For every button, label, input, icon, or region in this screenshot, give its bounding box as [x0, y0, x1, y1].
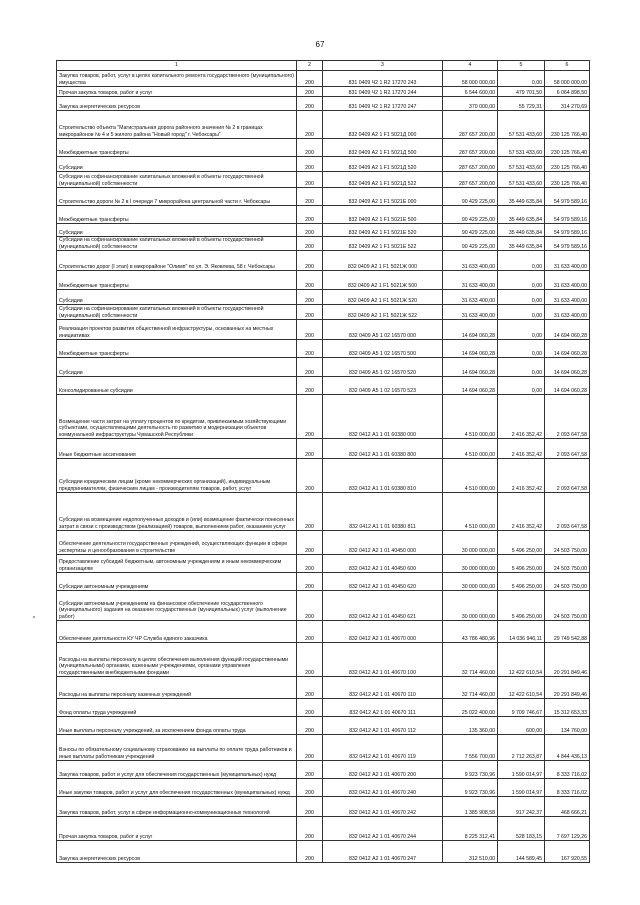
- row-remaining-amount: 54 979 589,16: [545, 188, 590, 206]
- row-approved-amount: 4 510 000,00: [443, 395, 498, 439]
- row-admin-code: 200: [297, 71, 323, 87]
- row-budget-code: 832 0409 А2 1 F1 5021Ж 522: [323, 305, 443, 320]
- row-name: Прочая закупка товаров, работ и услуг: [57, 87, 297, 97]
- row-name: Закупка товаров, работ, услуг в сфере информационно-коммуникационных технологий: [57, 797, 297, 817]
- column-header: 6: [545, 61, 590, 71]
- row-budget-code: 832 0409 А2 1 F1 5021Ж 500: [323, 271, 443, 290]
- column-header: 5: [498, 61, 545, 71]
- row-remaining-amount: 230 125 766,40: [545, 111, 590, 139]
- row-admin-code: 200: [297, 677, 323, 699]
- row-admin-code: 200: [297, 290, 323, 305]
- row-budget-code: 832 0409 А2 1 F1 5021Ж 000: [323, 251, 443, 271]
- table-row: [57, 493, 590, 531]
- table-row: [57, 555, 590, 573]
- row-remaining-amount: 24 503 750,00: [545, 531, 590, 555]
- row-approved-amount: 9 923 730,96: [443, 761, 498, 779]
- row-executed-amount: 2 416 352,42: [498, 439, 545, 459]
- table-row: [57, 643, 590, 677]
- table-row: [57, 206, 590, 224]
- row-remaining-amount: 167 920,55: [545, 841, 590, 863]
- row-budget-code: 832 0409 А5 1 02 16570 520: [323, 358, 443, 377]
- row-name: Межбюджетные трансферты: [57, 340, 297, 358]
- row-budget-code: 832 0412 А2 1 01 40670 100: [323, 643, 443, 677]
- row-name: Иные закупки товаров, работ и услуг для обеспечения государственных (муниципальных) нужд: [57, 779, 297, 797]
- row-executed-amount: 0,00: [498, 71, 545, 87]
- row-approved-amount: 312 510,00: [443, 841, 498, 863]
- row-remaining-amount: 54 979 589,16: [545, 237, 590, 251]
- row-approved-amount: 287 657 200,00: [443, 172, 498, 188]
- table-row: [57, 459, 590, 493]
- row-admin-code: 200: [297, 358, 323, 377]
- row-approved-amount: 14 694 060,28: [443, 320, 498, 340]
- row-admin-code: 200: [297, 305, 323, 320]
- row-budget-code: 832 0412 А2 1 01 40670 247: [323, 841, 443, 863]
- row-approved-amount: 4 510 000,00: [443, 459, 498, 493]
- column-header: 1: [57, 61, 297, 71]
- row-executed-amount: 35 449 635,84: [498, 188, 545, 206]
- row-admin-code: 200: [297, 111, 323, 139]
- table-row: [57, 797, 590, 817]
- row-approved-amount: 32 714 460,00: [443, 643, 498, 677]
- row-admin-code: 200: [297, 555, 323, 573]
- row-remaining-amount: 230 125 766,40: [545, 172, 590, 188]
- row-executed-amount: 14 036 946,11: [498, 621, 545, 643]
- row-executed-amount: 0,00: [498, 340, 545, 358]
- row-budget-code: 832 0412 А2 1 01 40670 000: [323, 621, 443, 643]
- row-admin-code: 200: [297, 172, 323, 188]
- row-approved-amount: 4 510 000,00: [443, 493, 498, 531]
- row-budget-code: 831 0409 Ч2 1 R2 17270 243: [323, 71, 443, 87]
- row-budget-code: 832 0409 А2 1 F1 5021Е 520: [323, 224, 443, 237]
- table-row: [57, 779, 590, 797]
- row-budget-code: 832 0412 А1 1 01 60380 810: [323, 459, 443, 493]
- row-name: Субсидии на софинансирование капитальных вложений в объекты государственной (муниципальной) собственности: [57, 237, 297, 251]
- row-name: Субсидии автономным учреждениям: [57, 573, 297, 591]
- row-remaining-amount: 2 093 647,58: [545, 459, 590, 493]
- row-remaining-amount: 230 125 766,40: [545, 139, 590, 157]
- row-budget-code: 832 0409 А2 1 F1 5021Е 000: [323, 188, 443, 206]
- row-approved-amount: 31 633 400,00: [443, 290, 498, 305]
- row-executed-amount: 0,00: [498, 290, 545, 305]
- page-number: 67: [315, 40, 325, 49]
- row-executed-amount: 917 242,37: [498, 797, 545, 817]
- row-admin-code: 200: [297, 377, 323, 395]
- row-admin-code: 200: [297, 224, 323, 237]
- row-budget-code: 832 0412 А1 1 01 60380 800: [323, 439, 443, 459]
- row-name: Субсидии: [57, 290, 297, 305]
- row-remaining-amount: 31 633 400,00: [545, 271, 590, 290]
- row-remaining-amount: 58 000 000,00: [545, 71, 590, 87]
- table-row: [57, 573, 590, 591]
- row-admin-code: 200: [297, 439, 323, 459]
- row-remaining-amount: 134 760,00: [545, 717, 590, 735]
- row-name: Субсидии на возмещение недополученных доходов и (или) возмещение фактически понесенных затрат в связи с производством (реализацией) товаров, выполнением работ, оказанием услуг: [57, 493, 297, 531]
- row-admin-code: 200: [297, 761, 323, 779]
- row-approved-amount: 287 657 200,00: [443, 157, 498, 172]
- row-executed-amount: 0,00: [498, 358, 545, 377]
- table-row: [57, 377, 590, 395]
- row-executed-amount: 12 422 610,54: [498, 677, 545, 699]
- row-admin-code: 200: [297, 320, 323, 340]
- row-executed-amount: 0,00: [498, 251, 545, 271]
- row-name: Межбюджетные трансферты: [57, 206, 297, 224]
- row-executed-amount: 35 449 635,84: [498, 206, 545, 224]
- row-approved-amount: 90 429 225,00: [443, 237, 498, 251]
- row-approved-amount: 4 510 000,00: [443, 439, 498, 459]
- table-row: [57, 224, 590, 237]
- row-executed-amount: 2 416 352,42: [498, 395, 545, 439]
- row-executed-amount: 5 496 250,00: [498, 591, 545, 621]
- row-executed-amount: 57 531 433,60: [498, 111, 545, 139]
- row-executed-amount: 12 422 610,54: [498, 643, 545, 677]
- row-admin-code: 200: [297, 797, 323, 817]
- row-remaining-amount: 8 333 716,02: [545, 761, 590, 779]
- table-row: [57, 761, 590, 779]
- row-budget-code: 832 0412 А1 1 01 60380 000: [323, 395, 443, 439]
- row-admin-code: 200: [297, 459, 323, 493]
- row-budget-code: 832 0409 А2 1 F1 5021Е 500: [323, 206, 443, 224]
- table-row: [57, 251, 590, 271]
- row-approved-amount: 14 694 060,28: [443, 358, 498, 377]
- row-budget-code: 832 0412 А2 1 01 40450 000: [323, 531, 443, 555]
- scan-mark: [33, 616, 35, 618]
- row-executed-amount: 35 449 635,84: [498, 224, 545, 237]
- row-name: Расходы на выплаты персоналу в целях обеспечения выполнения функций государственными (муниципальными) органами, казенными учреждениями, органами управления государственными внебюджетными фондами: [57, 643, 297, 677]
- table-row: [57, 71, 590, 87]
- row-approved-amount: 58 000 000,00: [443, 71, 498, 87]
- row-admin-code: 200: [297, 206, 323, 224]
- table-row: [57, 717, 590, 735]
- table-row: [57, 97, 590, 111]
- row-admin-code: 200: [297, 157, 323, 172]
- row-budget-code: 831 0409 Ч2 1 R2 17270 244: [323, 87, 443, 97]
- row-admin-code: 200: [297, 340, 323, 358]
- table-header-row: [57, 61, 590, 71]
- row-approved-amount: 370 000,00: [443, 97, 498, 111]
- row-admin-code: 200: [297, 643, 323, 677]
- row-remaining-amount: 20 291 849,46: [545, 643, 590, 677]
- row-name: Субсидии на софинансирование капитальных вложений в объекты государственной (муниципальной) собственности: [57, 172, 297, 188]
- row-remaining-amount: 31 633 400,00: [545, 305, 590, 320]
- row-approved-amount: 287 657 200,00: [443, 139, 498, 157]
- row-admin-code: 200: [297, 139, 323, 157]
- row-approved-amount: 31 633 400,00: [443, 305, 498, 320]
- row-budget-code: 832 0412 А2 1 01 40670 110: [323, 677, 443, 699]
- row-executed-amount: 528 183,15: [498, 817, 545, 841]
- row-executed-amount: 144 589,45: [498, 841, 545, 863]
- row-approved-amount: 90 429 225,00: [443, 188, 498, 206]
- row-approved-amount: 14 694 060,28: [443, 377, 498, 395]
- row-approved-amount: 25 022 400,00: [443, 699, 498, 717]
- row-name: Закупка энергетических ресурсов: [57, 841, 297, 863]
- column-header: 3: [323, 61, 443, 71]
- row-executed-amount: 57 531 433,60: [498, 172, 545, 188]
- row-budget-code: 832 0409 А2 1 F1 5021Д 520: [323, 157, 443, 172]
- row-name: Возмещение части затрат на уплату процентов по кредитам, привлекаемым хозяйствующими субъектами, осуществляющими деятельность по развитию и модернизации объектов коммунальной инфраструктуры Чувашской Республики: [57, 395, 297, 439]
- row-executed-amount: 2 712 263,87: [498, 735, 545, 761]
- row-approved-amount: 30 000 000,00: [443, 555, 498, 573]
- row-name: Прочая закупка товаров, работ и услуг: [57, 817, 297, 841]
- row-budget-code: 832 0412 А2 1 01 40670 200: [323, 761, 443, 779]
- row-remaining-amount: 230 125 766,40: [545, 157, 590, 172]
- table-row: [57, 699, 590, 717]
- row-name: Предоставление субсидий бюджетным, автономным учреждениям и иным некоммерческим организациям: [57, 555, 297, 573]
- row-executed-amount: 2 416 352,42: [498, 459, 545, 493]
- table-row: [57, 621, 590, 643]
- table-row: [57, 677, 590, 699]
- row-name: Закупка энергетических ресурсов: [57, 97, 297, 111]
- table-row: [57, 111, 590, 139]
- table-row: [57, 531, 590, 555]
- row-remaining-amount: 468 666,21: [545, 797, 590, 817]
- table-row: [57, 172, 590, 188]
- row-admin-code: 200: [297, 188, 323, 206]
- row-budget-code: 831 0409 Ч2 1 R2 17270 247: [323, 97, 443, 111]
- row-admin-code: 200: [297, 779, 323, 797]
- row-name: Строительство объекта "Магистральная дорога районного значения № 2 в границах микрорайонов № 4 и 5 жилого района "Новый город" г. Чебоксары": [57, 111, 297, 139]
- row-admin-code: 200: [297, 237, 323, 251]
- row-budget-code: 832 0409 А5 1 02 16570 500: [323, 340, 443, 358]
- table-row: [57, 305, 590, 320]
- row-executed-amount: 600,00: [498, 717, 545, 735]
- row-budget-code: 832 0412 А2 1 01 40450 600: [323, 555, 443, 573]
- row-executed-amount: 1 590 014,97: [498, 761, 545, 779]
- column-header: 4: [443, 61, 498, 71]
- row-admin-code: 200: [297, 621, 323, 643]
- row-budget-code: 832 0409 А2 1 F1 5021Д 522: [323, 172, 443, 188]
- row-remaining-amount: 314 270,69: [545, 97, 590, 111]
- row-remaining-amount: 7 697 129,26: [545, 817, 590, 841]
- row-name: Иные выплаты персоналу учреждений, за исключением фонда оплаты труда: [57, 717, 297, 735]
- row-budget-code: 832 0412 А2 1 01 40450 621: [323, 591, 443, 621]
- row-budget-code: 832 0409 А2 1 F1 5021Е 522: [323, 237, 443, 251]
- table-row: [57, 320, 590, 340]
- row-name: Межбюджетные трансферты: [57, 271, 297, 290]
- table-row: [57, 439, 590, 459]
- row-name: Субсидии на софинансирование капитальных вложений в объекты государственной (муниципальной) собственности: [57, 305, 297, 320]
- row-name: Закупка товаров, работ, услуг в целях капитального ремонта государственного (муниципального) имущества: [57, 71, 297, 87]
- row-executed-amount: 5 496 250,00: [498, 573, 545, 591]
- row-approved-amount: 43 786 480,96: [443, 621, 498, 643]
- row-name: Обеспечение деятельности государственных учреждений, осуществляющих функции в сфере экспертизы и ценообразования в строительстве: [57, 531, 297, 555]
- row-name: Расходы на выплаты персоналу казенных учреждений: [57, 677, 297, 699]
- row-approved-amount: 135 360,00: [443, 717, 498, 735]
- row-approved-amount: 90 429 225,00: [443, 206, 498, 224]
- row-budget-code: 832 0409 А5 1 02 16570 000: [323, 320, 443, 340]
- row-budget-code: 832 0409 А2 1 F1 5021Ж 520: [323, 290, 443, 305]
- row-approved-amount: 30 000 000,00: [443, 591, 498, 621]
- row-name: Консолидированные субсидии: [57, 377, 297, 395]
- row-name: Межбюджетные трансферты: [57, 139, 297, 157]
- row-remaining-amount: 2 093 647,58: [545, 493, 590, 531]
- row-remaining-amount: 8 333 716,02: [545, 779, 590, 797]
- row-admin-code: 200: [297, 493, 323, 531]
- row-name: Строительство дороги № 2 в I очереди 7 микрорайона центральной части г. Чебоксары: [57, 188, 297, 206]
- row-approved-amount: 30 000 000,00: [443, 531, 498, 555]
- table-row: [57, 139, 590, 157]
- row-approved-amount: 30 000 000,00: [443, 573, 498, 591]
- row-admin-code: 200: [297, 591, 323, 621]
- row-name: Закупка товаров, работ и услуг для обеспечения государственных (муниципальных) нужд: [57, 761, 297, 779]
- row-executed-amount: 1 590 014,97: [498, 779, 545, 797]
- row-admin-code: 200: [297, 699, 323, 717]
- row-remaining-amount: 20 291 849,46: [545, 677, 590, 699]
- row-name: Фонд оплаты труда учреждений: [57, 699, 297, 717]
- table-row: [57, 358, 590, 377]
- row-remaining-amount: 2 093 647,58: [545, 395, 590, 439]
- row-remaining-amount: 14 694 060,28: [545, 340, 590, 358]
- row-remaining-amount: 24 503 750,00: [545, 591, 590, 621]
- row-remaining-amount: 31 633 400,00: [545, 251, 590, 271]
- row-name: Субсидии автономным учреждениям на финансовое обеспечение государственного (муниципального) задания на оказание государственных (муниципальных) услуг (выполнение работ): [57, 591, 297, 621]
- row-remaining-amount: 54 979 589,16: [545, 224, 590, 237]
- row-remaining-amount: 4 844 436,13: [545, 735, 590, 761]
- row-admin-code: 200: [297, 251, 323, 271]
- row-budget-code: 832 0409 А5 1 02 16570 523: [323, 377, 443, 395]
- row-budget-code: 832 0412 А2 1 01 40450 620: [323, 573, 443, 591]
- row-name: Субсидии: [57, 358, 297, 377]
- row-approved-amount: 90 429 225,00: [443, 224, 498, 237]
- row-executed-amount: 0,00: [498, 320, 545, 340]
- row-executed-amount: 5 496 250,00: [498, 531, 545, 555]
- table-row: [57, 591, 590, 621]
- row-name: Иные бюджетные ассигнования: [57, 439, 297, 459]
- row-executed-amount: 55 729,31: [498, 97, 545, 111]
- row-approved-amount: 1 385 908,58: [443, 797, 498, 817]
- table-row: [57, 271, 590, 290]
- row-budget-code: 832 0412 А2 1 01 40670 112: [323, 717, 443, 735]
- row-executed-amount: 35 449 635,84: [498, 237, 545, 251]
- row-budget-code: 832 0412 А2 1 01 40670 111: [323, 699, 443, 717]
- row-admin-code: 200: [297, 817, 323, 841]
- row-admin-code: 200: [297, 395, 323, 439]
- row-approved-amount: 31 633 400,00: [443, 251, 498, 271]
- row-budget-code: 832 0412 А2 1 01 40670 240: [323, 779, 443, 797]
- table-row: [57, 290, 590, 305]
- row-executed-amount: 57 531 433,60: [498, 139, 545, 157]
- row-budget-code: 832 0412 А1 1 01 60380 811: [323, 493, 443, 531]
- row-approved-amount: 7 556 700,00: [443, 735, 498, 761]
- row-remaining-amount: 15 312 653,33: [545, 699, 590, 717]
- row-admin-code: 200: [297, 717, 323, 735]
- row-executed-amount: 2 416 352,42: [498, 493, 545, 531]
- row-admin-code: 200: [297, 271, 323, 290]
- table-row: [57, 87, 590, 97]
- row-approved-amount: 8 225 312,41: [443, 817, 498, 841]
- row-remaining-amount: 54 979 589,16: [545, 206, 590, 224]
- row-approved-amount: 287 657 200,00: [443, 111, 498, 139]
- row-executed-amount: 9 709 746,67: [498, 699, 545, 717]
- row-admin-code: 200: [297, 735, 323, 761]
- row-name: Субсидии: [57, 224, 297, 237]
- row-remaining-amount: 6 064 898,50: [545, 87, 590, 97]
- row-approved-amount: 6 544 600,00: [443, 87, 498, 97]
- row-remaining-amount: 14 694 060,28: [545, 320, 590, 340]
- row-remaining-amount: 14 694 060,28: [545, 377, 590, 395]
- row-approved-amount: 31 633 400,00: [443, 271, 498, 290]
- row-name: Обеспечение деятельности КУ ЧР Служба единого заказчика: [57, 621, 297, 643]
- table-row: [57, 340, 590, 358]
- table-row: [57, 817, 590, 841]
- row-approved-amount: 32 714 460,00: [443, 677, 498, 699]
- table-row: [57, 157, 590, 172]
- row-name: Взносы по обязательному социальному страхованию на выплаты по оплате труда работников и иные выплаты работникам учреждений: [57, 735, 297, 761]
- row-admin-code: 200: [297, 573, 323, 591]
- row-budget-code: 832 0412 А2 1 01 40670 119: [323, 735, 443, 761]
- row-name: Субсидии юридическим лицам (кроме некоммерческих организаций), индивидуальным предпринимателям, физическим лицам - производителям товаров, работ, услуг: [57, 459, 297, 493]
- table-row: [57, 395, 590, 439]
- table-row: [57, 237, 590, 251]
- budget-table: [56, 60, 590, 863]
- row-executed-amount: 57 531 433,60: [498, 157, 545, 172]
- row-remaining-amount: 31 633 400,00: [545, 290, 590, 305]
- row-budget-code: 832 0409 А2 1 F1 5021Д 000: [323, 111, 443, 139]
- row-executed-amount: 0,00: [498, 377, 545, 395]
- row-name: Строительство дорог (I этап) в микрорайоне "Олимп" по ул. Э. Яковлева, 58 г. Чебоксары: [57, 251, 297, 271]
- row-remaining-amount: 24 503 750,00: [545, 555, 590, 573]
- row-budget-code: 832 0412 А2 1 01 40670 244: [323, 817, 443, 841]
- row-remaining-amount: 29 749 542,88: [545, 621, 590, 643]
- row-admin-code: 200: [297, 87, 323, 97]
- row-name: Субсидии: [57, 157, 297, 172]
- table-row: [57, 841, 590, 863]
- row-remaining-amount: 14 694 060,28: [545, 358, 590, 377]
- row-approved-amount: 9 923 730,96: [443, 779, 498, 797]
- row-name: Реализация проектов развития общественной инфраструктуры, основанных на местных инициативах: [57, 320, 297, 340]
- row-admin-code: 200: [297, 531, 323, 555]
- row-executed-amount: 0,00: [498, 271, 545, 290]
- row-executed-amount: 0,00: [498, 305, 545, 320]
- row-executed-amount: 5 496 250,00: [498, 555, 545, 573]
- table-row: [57, 735, 590, 761]
- row-remaining-amount: 24 503 750,00: [545, 573, 590, 591]
- row-budget-code: 832 0409 А2 1 F1 5021Д 500: [323, 139, 443, 157]
- table-row: [57, 188, 590, 206]
- row-budget-code: 832 0412 А2 1 01 40670 242: [323, 797, 443, 817]
- row-remaining-amount: 2 093 647,58: [545, 439, 590, 459]
- column-header: 2: [297, 61, 323, 71]
- row-approved-amount: 14 694 060,28: [443, 340, 498, 358]
- row-executed-amount: 479 701,50: [498, 87, 545, 97]
- row-admin-code: 200: [297, 841, 323, 863]
- row-admin-code: 200: [297, 97, 323, 111]
